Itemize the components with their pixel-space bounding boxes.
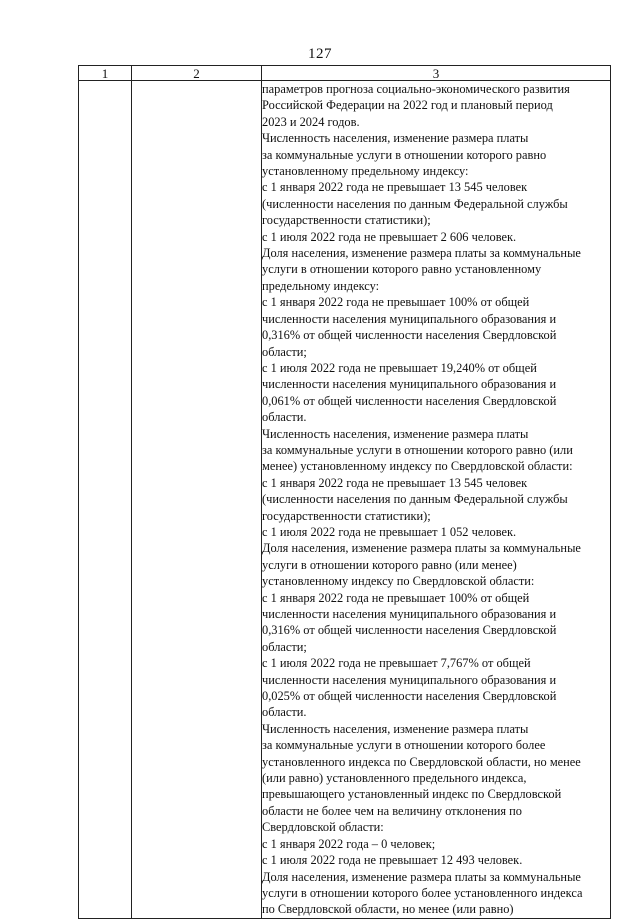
text-line: численности населения муниципального образования и xyxy=(262,607,557,621)
text-line: параметров прогноза социально-экономического развития xyxy=(262,82,570,96)
text-line: с 1 июля 2022 года не превышает 7,767% от общей xyxy=(262,656,531,671)
text-line: за коммунальные услуги в отношении которого равно (или xyxy=(262,442,573,457)
text-line: области не более чем на величину отклонения по xyxy=(262,803,522,818)
text-line: установленному индексу по Свердловской области: xyxy=(262,574,535,589)
table-header-row xyxy=(79,66,611,81)
text-line: Российской Федерации на 2022 год и плановый период xyxy=(262,98,553,113)
text-line: численности населения муниципального образования и xyxy=(262,672,557,687)
text-line: с 1 января 2022 года не превышает 100% от общей xyxy=(262,295,530,310)
column-header-1: 1 xyxy=(79,66,132,81)
text-line: по Свердловской области, но менее (или равно) xyxy=(262,902,514,917)
text-line: области; xyxy=(262,344,307,359)
text-line: 0,316% от общей численности населения Свердловской xyxy=(262,623,557,638)
text-line: Доля населения, изменение размера платы за коммунальные xyxy=(262,541,581,556)
text-line: 0,025% от общей численности населения Свердловской xyxy=(262,689,557,704)
text-line: области. xyxy=(262,705,307,720)
text-line: (численности населения по данным Федеральной службы xyxy=(262,492,568,507)
text-line: 0,061% от общей численности населения Свердловской xyxy=(262,393,557,408)
text-line: установленного индекса по Свердловской области, но менее xyxy=(262,754,581,769)
text-line: численности населения муниципального образования и xyxy=(262,377,557,392)
text-line: Доля населения, изменение размера платы за коммунальные xyxy=(262,869,581,884)
text-line: услуги в отношении которого более установленного индекса xyxy=(262,885,583,900)
text-line: численности населения муниципального образования и xyxy=(262,311,557,326)
page-number: 127 xyxy=(308,46,332,62)
text-line: с 1 января 2022 года не превышает 13 545 человек xyxy=(262,180,528,195)
text-line: с 1 июля 2022 года не превышает 2 606 человек. xyxy=(262,229,517,244)
text-line: с 1 января 2022 года не превышает 13 545 человек xyxy=(262,475,528,490)
text-line: с 1 июля 2022 года не превышает 1 052 человек. xyxy=(262,524,517,539)
text-line: (или равно) установленного предельного индекса, xyxy=(262,771,527,786)
text-line: установленному предельному индексу: xyxy=(262,164,469,179)
text-line: Численность населения, изменение размера платы xyxy=(262,721,529,736)
text-line: с 1 января 2022 года не превышает 100% от общей xyxy=(262,590,530,605)
text-line: с 1 июля 2022 года не превышает 19,240% от общей xyxy=(262,360,537,375)
text-line: предельному индексу: xyxy=(262,278,380,293)
text-line: превышающего установленный индекс по Свердловской xyxy=(262,787,562,802)
text-line: Доля населения, изменение размера платы за коммунальные xyxy=(262,246,581,261)
cell-column-1 xyxy=(79,81,132,919)
text-line: Численность населения, изменение размера платы xyxy=(262,131,529,146)
text-line: 2023 и 2024 годов. xyxy=(262,114,360,129)
text-line: области. xyxy=(262,410,307,425)
text-line: за коммунальные услуги в отношении которого более xyxy=(262,738,546,753)
text-line: 0,316% от общей численности населения Свердловской xyxy=(262,328,557,343)
column-header-3: 3 xyxy=(262,66,611,81)
text-line: Свердловской области: xyxy=(262,820,384,835)
text-line: с 1 июля 2022 года не превышает 12 493 человек. xyxy=(262,853,523,868)
cell-column-3 xyxy=(262,81,611,919)
column-header-2: 2 xyxy=(132,66,262,81)
table-row xyxy=(79,81,611,919)
cell-column-2 xyxy=(132,81,262,919)
text-line: области; xyxy=(262,639,307,654)
document-table xyxy=(78,65,611,919)
text-line: (численности населения по данным Федеральной службы xyxy=(262,196,568,211)
text-line: услуги в отношении которого равно (или менее) xyxy=(262,557,517,572)
text-line: государственности статистики); xyxy=(262,213,431,228)
text-line: с 1 января 2022 года – 0 человек; xyxy=(262,836,436,851)
text-line: услуги в отношении которого равно установленному xyxy=(262,262,542,277)
text-line: за коммунальные услуги в отношении которого равно xyxy=(262,147,547,162)
column-3-text xyxy=(262,81,610,918)
text-line: Численность населения, изменение размера платы xyxy=(262,426,529,441)
text-line: государственности статистики); xyxy=(262,508,431,523)
text-line: менее) установленному индексу по Свердловской области: xyxy=(262,459,573,474)
